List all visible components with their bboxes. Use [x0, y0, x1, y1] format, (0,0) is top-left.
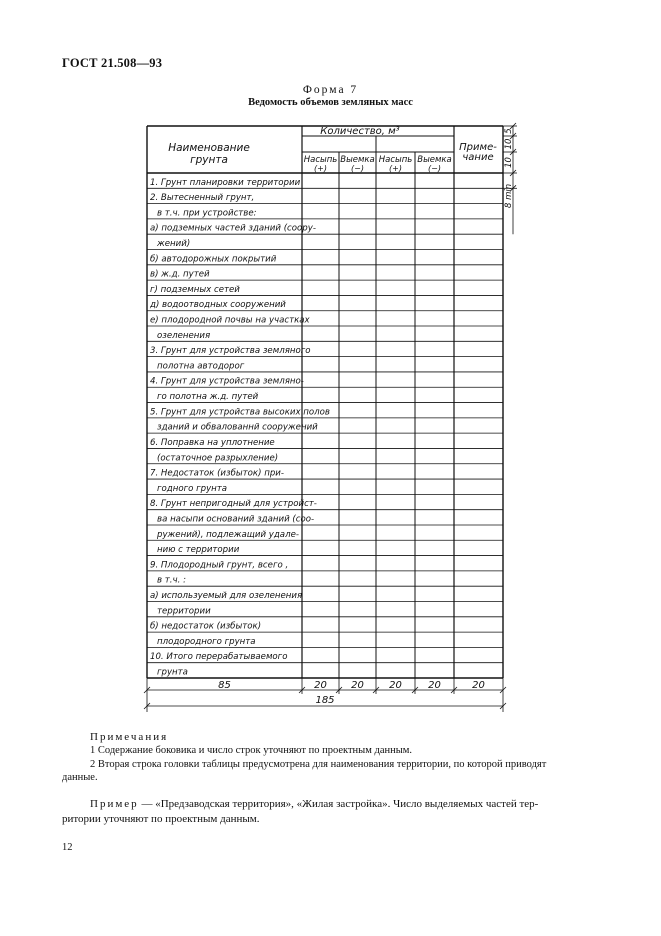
col-name-header-line1: Наименование [168, 142, 250, 154]
row-label: 3. Грунт для устройства земляного [150, 346, 311, 357]
note-1: 1 Содержание боковика и число строк уточняют по проектным данным. [90, 745, 413, 756]
example-paragraph-continuation: ритории уточняют по проектным данным. [62, 813, 260, 825]
row-label: в т.ч. : [157, 575, 186, 586]
row-label: 9. Плодородный грунт, всего , [150, 560, 289, 571]
row-label: полотна автодорог [157, 361, 245, 372]
row-label: озеленения [157, 330, 211, 341]
row-label: 2. Вытесненный грунт, [150, 193, 255, 204]
row-label: территории [157, 606, 211, 617]
dim-bottom-value: 20 [314, 680, 327, 691]
example-paragraph [90, 798, 538, 810]
row-label: ружений), подлежащий удале- [157, 529, 299, 540]
sub-header-3-line1: Насыпь [378, 155, 413, 165]
dim-right-value: 10 [504, 138, 514, 150]
notes-title: Примечания [90, 731, 169, 743]
note-2-continuation: данные. [62, 772, 98, 783]
sub-header-3-line2: (+) [389, 164, 402, 173]
row-label: 7. Недостаток (избыток) при- [150, 468, 284, 479]
note-header-line1: Приме- [459, 142, 497, 153]
dim-bottom-value: 20 [351, 680, 364, 691]
sub-header-1-line1: Насыпь [303, 155, 338, 165]
example-text: — «Предзаводская территория», «Жилая застройка». Число выделяемых частей тер- [138, 798, 539, 810]
row-label: д) водоотводных сооружений [150, 300, 286, 311]
row-label: 6. Поправка на уплотнение [150, 437, 275, 448]
sub-header-2-line1: Выемка [340, 155, 375, 165]
row-label: а) подземных частей зданий (соору- [150, 223, 316, 234]
row-label: в т.ч. при устройстве: [157, 208, 257, 219]
row-label: зданий и обвалованнй сооружений [157, 422, 318, 433]
sub-header-1-line2: (+) [314, 164, 327, 173]
form-title: Ведомость объемов земляных масс [248, 97, 413, 108]
example-label: Пример [90, 798, 139, 810]
row-label: 4. Грунт для устройства земляно- [150, 376, 304, 387]
row-label: годного грунта [157, 483, 228, 494]
dim-bottom-value: 20 [389, 680, 402, 691]
row-label: (остаточное разрыхление) [157, 453, 279, 464]
row-label: в) ж.д. путей [150, 269, 210, 280]
row-label: е) плодородной почвы на участках [150, 315, 310, 326]
row-label: жений) [157, 239, 191, 250]
dim-right-value: 10 [504, 157, 514, 168]
dim-bottom-value: 20 [472, 680, 485, 691]
dim-right-value: 8 min [504, 183, 514, 209]
row-label: 10. Итого перерабатываемого [150, 652, 288, 663]
col-name-header-line2: грунта [190, 154, 228, 166]
page-number: 12 [62, 842, 73, 853]
note-2: 2 Вторая строка головки таблицы предусмотрена для наименования территории, по которой приводят [90, 759, 547, 770]
form-label: Форма 7 [302, 84, 359, 96]
quantity-header: Количество, м³ [320, 126, 400, 137]
dim-right-value: 5 [504, 128, 514, 134]
row-label: ва насыпи оснований зданий (соо- [157, 514, 315, 525]
document-code: ГОСТ 21.508—93 [62, 56, 163, 70]
row-label: го полотна ж.д. путей [157, 392, 259, 403]
row-label: б) недостаток (избыток) [150, 621, 262, 632]
row-label: а) используемый для озеленения [150, 590, 303, 601]
row-label: 1. Грунт планировки территории [150, 177, 301, 188]
note-header-line2: чание [462, 152, 494, 163]
row-label: 8. Грунт непригодный для устройст- [150, 499, 317, 510]
dim-total-value: 185 [315, 695, 335, 706]
row-label: г) подземных сетей [150, 284, 240, 295]
sub-header-4-line1: Выемка [417, 155, 452, 165]
row-label: грунта [157, 667, 188, 678]
dim-bottom-value: 85 [218, 680, 231, 691]
row-label: б) автодорожных покрытий [150, 254, 277, 265]
row-label: плодородного грунта [157, 636, 256, 647]
row-label: 5. Грунт для устройства высоких полов [150, 407, 330, 418]
sub-header-2-line2: (−) [351, 164, 364, 173]
dim-bottom-value: 20 [428, 680, 441, 691]
sub-header-4-line2: (−) [428, 164, 441, 173]
row-label: нию с территории [157, 545, 240, 556]
